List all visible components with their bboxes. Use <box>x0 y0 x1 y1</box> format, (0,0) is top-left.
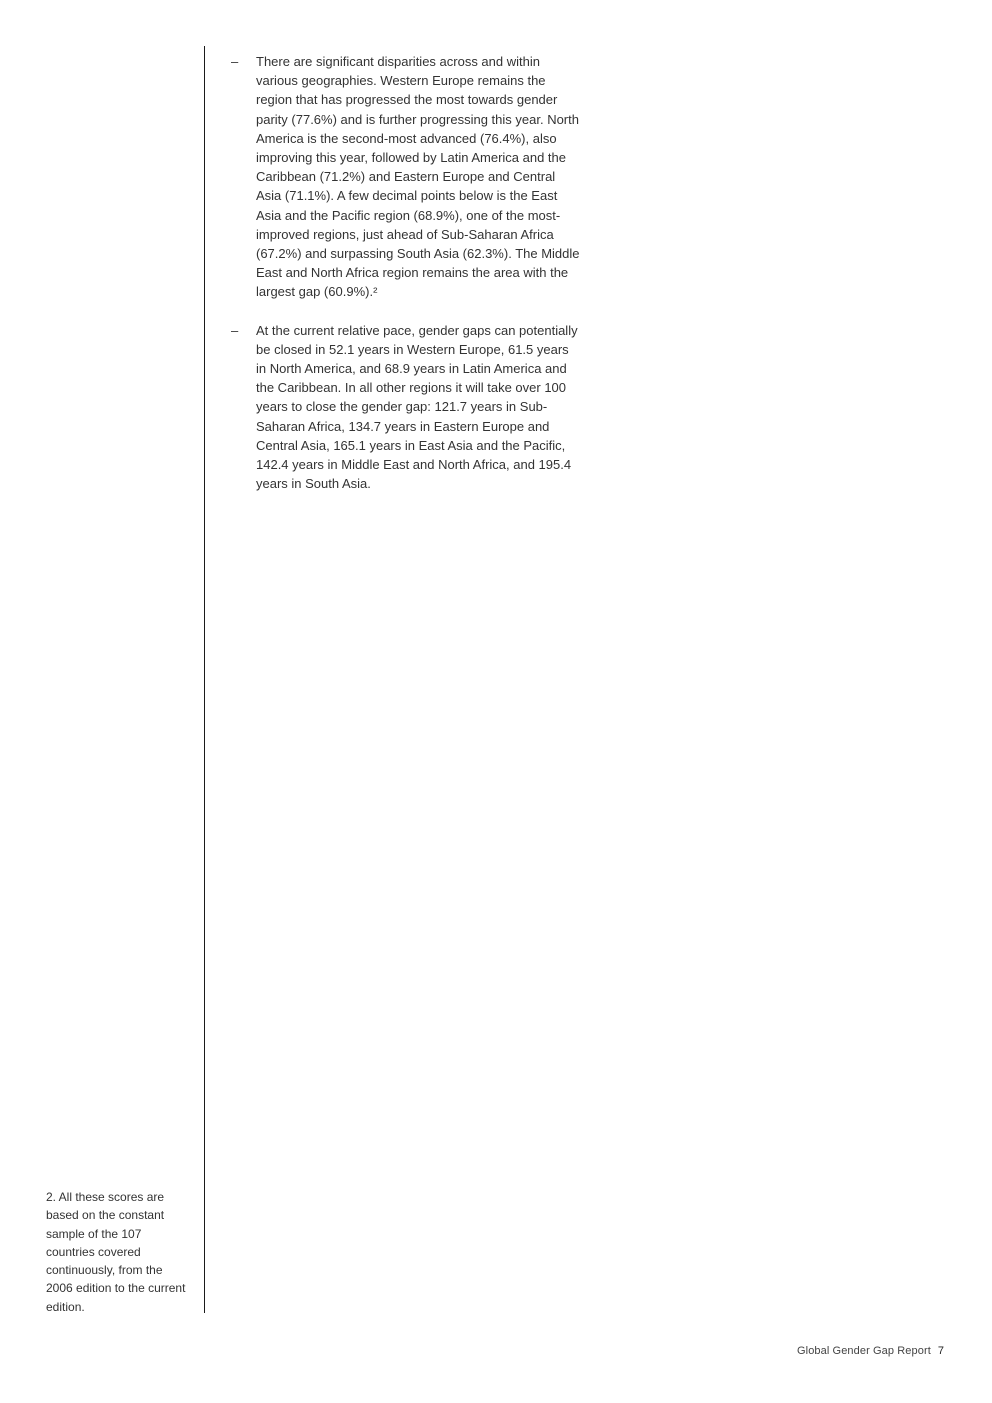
main-text-column <box>231 52 581 512</box>
page-footer <box>797 1343 944 1359</box>
footer-report-title: Global Gender Gap Report <box>797 1345 931 1357</box>
page-number: 7 <box>937 1345 944 1357</box>
bullet-item <box>231 321 581 494</box>
bullet-item <box>231 52 581 302</box>
footnote: 2. All these scores are based on the constant sample of the 107 countries covered continuously, from the 2006 edition to the current edition. <box>46 1190 186 1314</box>
bullet-text: At the current relative pace, gender gaps can potentially be closed in 52.1 years in Western Europe, 61.5 years in North America, and 68.9 years in Latin America and the Caribbean. In all other regions it will take over 100 years to close the gender gap: 121.7 years in Sub-Saharan Africa, 134.7 years in Eastern Europe and Central Asia, 165.1 years in East Asia and the Pacific, 142.4 years in Middle East and North Africa, and 195.4 years in South Asia. <box>256 322 578 492</box>
bullet-dash: – <box>231 54 239 69</box>
bullet-text: There are significant disparities across and within various geographies. Western Europe remains the region that has progressed the most towards gender parity (77.6%) and is further progressing this year. North America is the second-most advanced (76.4%), also improving this year, followed by Latin America and the Caribbean (71.2%) and Eastern Europe and Central Asia (71.1%). A few decimal points below is the East Asia and the Pacific region (68.9%), one of the most-improved regions, just ahead of Sub-Saharan Africa (67.2%) and surpassing South Asia (62.3%). The Middle East and North Africa region remains the area with the largest gap (60.9%).² <box>256 54 580 300</box>
column-divider <box>204 46 205 1313</box>
bullet-dash: – <box>231 322 239 338</box>
